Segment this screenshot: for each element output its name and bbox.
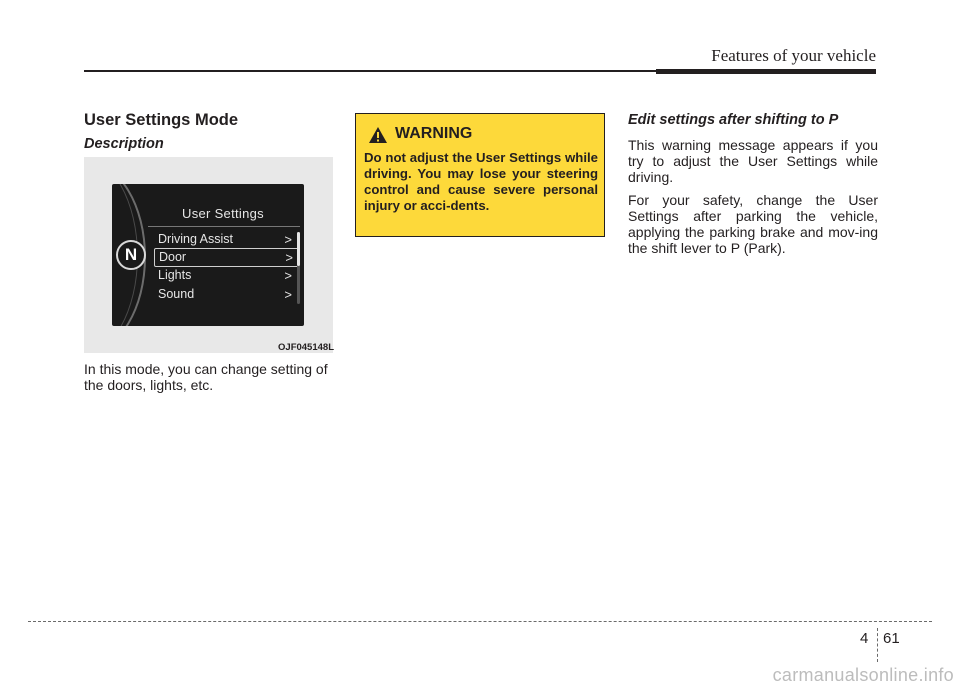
menu-item-lights[interactable] [154, 267, 298, 284]
right-paragraph-2: For your safety, change the User Settings after parking the vehicle, applying the parking brake and mov-ing the shift lever to P (Park). [628, 192, 878, 256]
right-column [628, 110, 878, 256]
chevron-right-icon: > [284, 232, 292, 247]
warning-title: WARNING [395, 125, 473, 142]
menu-item-sound[interactable] [154, 286, 298, 303]
left-body-text: In this mode, you can change setting of the doors, lights, etc. [84, 361, 328, 393]
figure-code: OJF045148L [278, 342, 334, 353]
menu-scrollbar-thumb[interactable] [297, 232, 300, 266]
right-paragraph-1: This warning message appears if you try to adjust the User Settings while driving. [628, 137, 878, 185]
chapter-number: 4 [860, 630, 869, 647]
page-number: 61 [883, 630, 900, 647]
watermark: carmanualsonline.info [772, 665, 954, 685]
subsection-title: Description [84, 136, 164, 152]
menu-item-driving-assist[interactable] [154, 231, 298, 248]
menu-item-label: Lights [158, 268, 192, 282]
left-column [84, 110, 334, 154]
warning-body: Do not adjust the User Settings while driving. You may lose your steering control and cause severe personal injury or acci-dents. [364, 150, 598, 213]
footer-rule [28, 621, 932, 622]
warning-triangle-icon [368, 126, 388, 144]
chevron-right-icon: > [284, 287, 292, 302]
menu-item-label: Sound [158, 287, 195, 301]
menu-item-door[interactable] [154, 248, 300, 267]
header-title: Features of your vehicle [711, 46, 876, 65]
menu-item-label: Door [159, 250, 187, 264]
warning-box [355, 113, 605, 237]
cluster-screen [112, 184, 304, 326]
header-rule-thick [656, 69, 876, 74]
right-section-title: Edit settings after shifting to P [628, 112, 839, 128]
section-title: User Settings Mode [84, 111, 239, 129]
menu-title: User Settings [182, 206, 264, 221]
menu-item-label: Driving Assist [158, 232, 234, 246]
chevron-right-icon: > [284, 268, 292, 283]
gear-indicator: N [116, 240, 146, 270]
header-rule [84, 70, 656, 72]
chevron-right-icon: > [285, 250, 293, 265]
page-divider [877, 628, 878, 662]
menu-title-divider [148, 226, 300, 227]
